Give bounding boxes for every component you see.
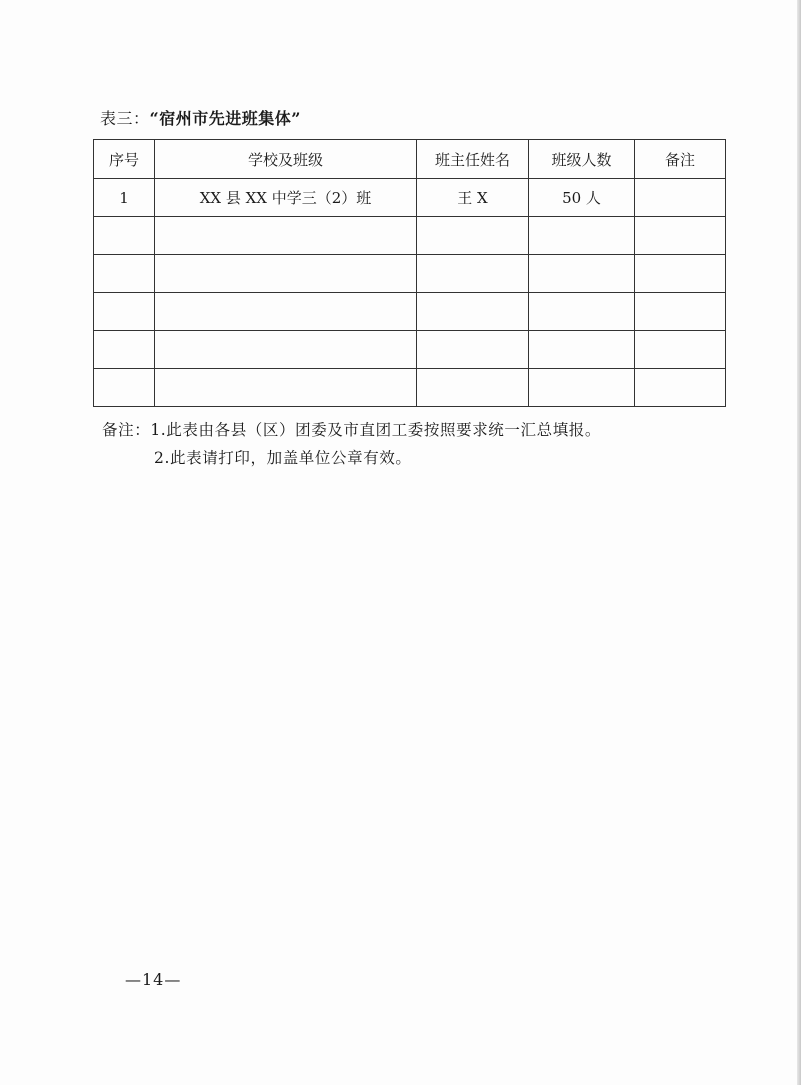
cell-school-class (155, 331, 417, 369)
cell-class-size: 50 人 (529, 179, 635, 217)
note-row-2 (102, 444, 601, 472)
cell-class-size (529, 217, 635, 255)
cell-index (94, 255, 155, 293)
cell-teacher-name (417, 331, 529, 369)
cell-index (94, 293, 155, 331)
cell-index: 1 (94, 179, 155, 217)
table-row (94, 369, 726, 407)
cell-school-class (155, 293, 417, 331)
table-title-prefix: 表三： (100, 109, 150, 128)
table-title (100, 106, 301, 129)
cell-index (94, 331, 155, 369)
cell-teacher-name (417, 293, 529, 331)
cell-school-class (155, 217, 417, 255)
cell-class-size (529, 293, 635, 331)
header-index: 序号 (94, 140, 155, 179)
table-row (94, 217, 726, 255)
cell-school-class (155, 255, 417, 293)
header-class-size: 班级人数 (529, 140, 635, 179)
table-row (94, 179, 726, 217)
cell-teacher-name: 王 X (417, 179, 529, 217)
note-item-1: 1.此表由各县（区）团委及市直团工委按照要求统一汇总填报。 (150, 421, 602, 439)
table-header-row (94, 140, 726, 179)
note-item-2: 2.此表请打印，加盖单位公章有效。 (154, 449, 412, 467)
cell-index (94, 217, 155, 255)
notes-label: 备注： (102, 421, 151, 439)
cell-remarks (635, 255, 726, 293)
page-edge (797, 0, 801, 1085)
cell-teacher-name (417, 369, 529, 407)
header-school-class: 学校及班级 (155, 140, 417, 179)
cell-school-class (155, 369, 417, 407)
cell-school-class: XX 县 XX 中学三（2）班 (155, 179, 417, 217)
notes-section (102, 416, 601, 472)
cell-index (94, 369, 155, 407)
table-row (94, 255, 726, 293)
table-row (94, 331, 726, 369)
cell-teacher-name (417, 217, 529, 255)
cell-teacher-name (417, 255, 529, 293)
cell-class-size (529, 369, 635, 407)
table-title-text: “宿州市先进班集体” (149, 109, 301, 128)
cell-remarks (635, 369, 726, 407)
cell-remarks (635, 293, 726, 331)
note-row-1 (102, 416, 601, 444)
header-teacher-name: 班主任姓名 (417, 140, 529, 179)
cell-class-size (529, 255, 635, 293)
page-number: —14— (125, 970, 182, 989)
cell-remarks (635, 217, 726, 255)
cell-remarks (635, 331, 726, 369)
cell-class-size (529, 331, 635, 369)
cell-remarks (635, 179, 726, 217)
advanced-class-table (93, 139, 726, 407)
header-remarks: 备注 (635, 140, 726, 179)
table-row (94, 293, 726, 331)
